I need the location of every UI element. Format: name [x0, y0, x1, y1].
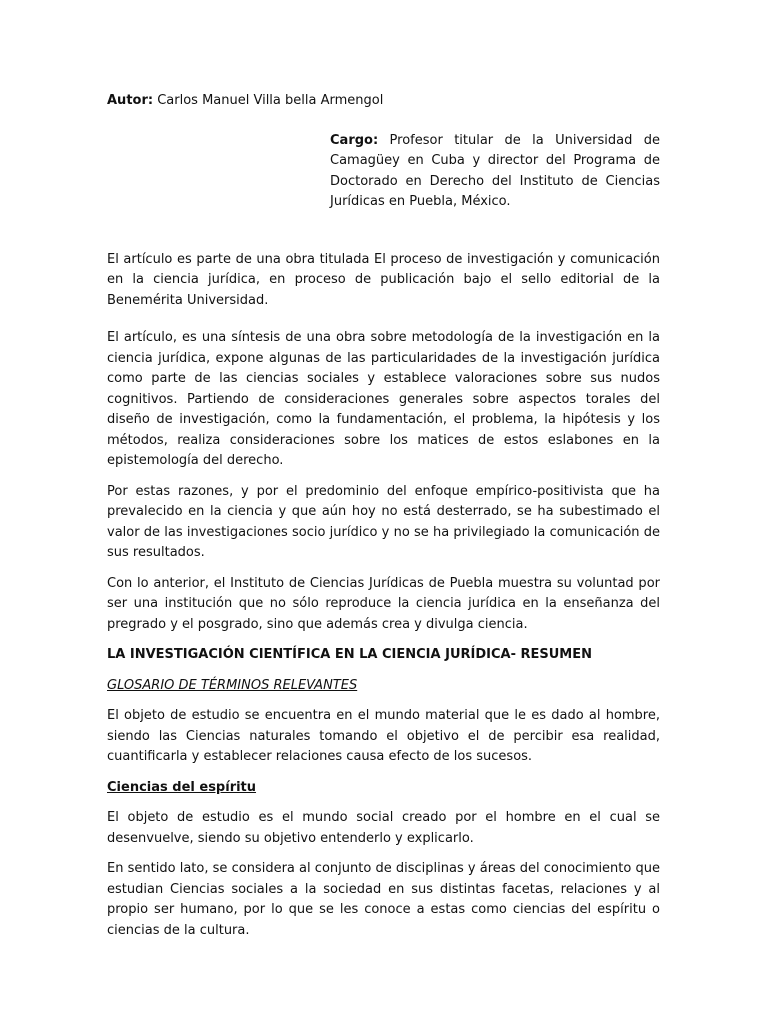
institute-paragraph: Con lo anterior, el Instituto de Ciencias Jurídicas de Puebla muestra su voluntad por ser una institución que no sólo reproduce la ciencia jurídica en la enseñanza del pregrado y el posgrado, sino que además crea y divulga ciencia. — [107, 575, 660, 632]
reasons-paragraph: Por estas razones, y por el predominio del enfoque empírico-positivista que ha prevalecido en la ciencia y que aún hoy no está desterrado, se ha subestimado el valor de las investigaciones socio jurídico y no se ha privilegiado la comunicación de sus resultados. — [107, 483, 660, 560]
author-label: Autor: — [107, 93, 154, 108]
author-line — [107, 91, 660, 112]
cargo-label: Cargo: — [330, 132, 379, 148]
section-heading: LA INVESTIGACIÓN CIENTÍFICA EN LA CIENCIA JURÍDICA- RESUMEN — [107, 647, 593, 662]
intro-paragraph: El artículo es parte de una obra titulada El proceso de investigación y comunicación en la ciencia jurídica, en proceso de publicación bajo el sello editorial de la Benemérita Universidad. — [107, 251, 660, 308]
document-page — [107, 91, 660, 951]
author-name: Carlos Manuel Villa bella Armengol — [157, 93, 384, 108]
summary-paragraph: El artículo, es una síntesis de una obra sobre metodología de la investigación en la ciencia jurídica, expone algunas de las particularidades de la investigación jurídica como parte de las ciencias sociales y establece valoraciones sobre sus nudos cognitivos. Partiendo de consideraciones generales sobre aspectos torales del diseño de investigación, como la fundamentación, el problema, la hipótesis y los métodos, realiza consideraciones sobre los matices de estos eslabones en la epistemología del derecho. — [107, 330, 660, 468]
spirit-broad-paragraph: En sentido lato, se considera al conjunto de disciplinas y áreas del conocimiento que estudian Ciencias sociales a la sociedad en sus distintas facetas, relaciones y al propio ser humano, por lo que se les conoce a estas como ciencias del espíritu o ciencias de la cultura. — [107, 861, 660, 938]
spirit-object-paragraph: El objeto de estudio es el mundo social creado por el hombre en el cual se desenvuelve, siendo su objetivo entenderlo y explicarlo. — [107, 810, 660, 846]
cargo-block — [330, 131, 660, 213]
natural-sciences-paragraph: El objeto de estudio se encuentra en el mundo material que le es dado al hombre, siendo las Ciencias naturales tomando el objetivo el de percibir esa realidad, cuantificarla y establecer relaciones causa efecto de los sucesos. — [107, 708, 660, 764]
spirit-sciences-heading: Ciencias del espíritu — [107, 779, 257, 795]
cargo-text: Profesor titular de la Universidad de Camagüey en Cuba y director del Programa de Doctorado en Derecho del Instituto de Ciencias Jurídicas en Puebla, México. — [330, 132, 660, 209]
glossary-heading: GLOSARIO DE TÉRMINOS RELEVANTES — [107, 677, 358, 693]
